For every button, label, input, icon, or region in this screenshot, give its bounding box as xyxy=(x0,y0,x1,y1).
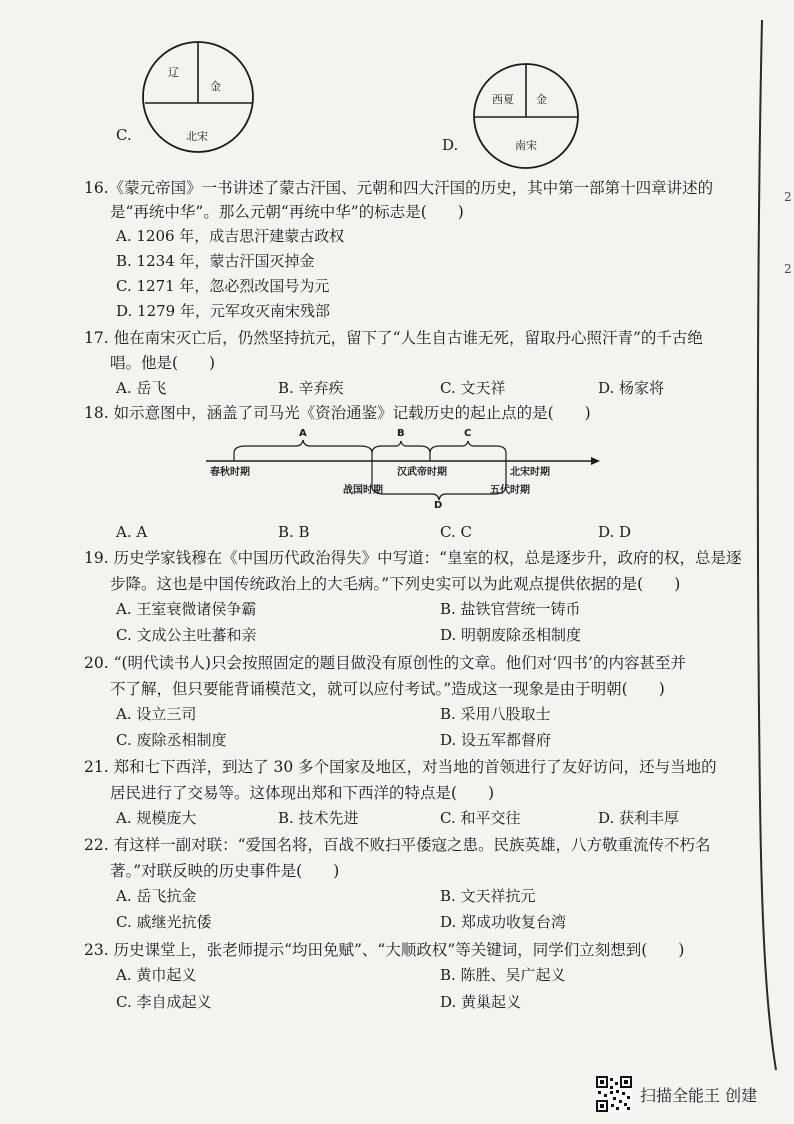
pie-d-top-right: 金 xyxy=(536,93,547,106)
question-22-line-1: 22. 有这样一副对联：“爱国名将，百战不败扫平倭寇之患。民族英雄，八方敬重流传不朽名 xyxy=(84,836,711,854)
q16-option-a[interactable]: A. 1206 年，成吉思汗建蒙古政权 xyxy=(116,227,345,245)
timeline-label-c: C xyxy=(464,428,472,439)
q23-option-b[interactable]: B. 陈胜、吴广起义 xyxy=(440,966,566,984)
question-22-line-2: 著。”对联反映的历史事件是( ) xyxy=(110,862,340,880)
q20-option-a[interactable]: A. 设立三司 xyxy=(116,705,197,723)
q16-option-c[interactable]: C. 1271 年，忽必烈改国号为元 xyxy=(116,277,330,295)
q18-option-c[interactable]: C. C xyxy=(440,523,472,541)
q21-option-b[interactable]: B. 技术先进 xyxy=(278,809,359,827)
timeline-period-hanwudi: 汉武帝时期 xyxy=(397,467,447,478)
pie-d-bottom: 南宋 xyxy=(515,139,537,152)
q22-option-d[interactable]: D. 郑成功收复台湾 xyxy=(440,913,567,931)
scanner-watermark-text: 扫描全能王 创建 xyxy=(640,1086,758,1105)
q22-option-a[interactable]: A. 岳飞抗金 xyxy=(116,887,197,905)
question-21-line-1: 21. 郑和七下西洋，到达了 30 多个国家及地区，对当地的首领进行了友好访问，还与当地的 xyxy=(84,758,717,776)
pie-d-top-left: 西夏 xyxy=(492,93,514,106)
q17-option-c[interactable]: C. 文天祥 xyxy=(440,379,506,397)
q22-option-c[interactable]: C. 戚继光抗倭 xyxy=(116,913,212,931)
q23-option-d[interactable]: D. 黄巢起义 xyxy=(440,993,522,1011)
question-19-line-2: 步降。这也是中国传统政治上的大毛病。”下列史实可以为此观点提供依据的是( ) xyxy=(110,575,681,593)
question-19-line-1: 19. 历史学家钱穆在《中国历代政治得失》中写道：“皇室的权，总是逐步升，政府的权，总是逐 xyxy=(84,549,742,567)
question-23-line-1: 23. 历史课堂上，张老师提示“均田免赋”、“大顺政权”等关键词，同学们立刻想到( ) xyxy=(84,941,685,959)
q19-option-b[interactable]: B. 盐铁官营统一铸币 xyxy=(440,600,581,618)
timeline-period-chunqiu: 春秋时期 xyxy=(210,467,250,478)
question-17-line-1: 17. 他在南宋灭亡后，仍然坚持抗元，留下了“人生自古谁无死，留取丹心照汗青”的千古绝 xyxy=(84,329,703,347)
q17-option-b[interactable]: B. 辛弃疾 xyxy=(278,379,344,397)
q21-option-d[interactable]: D. 获利丰厚 xyxy=(598,809,680,827)
q20-option-d[interactable]: D. 设五军都督府 xyxy=(440,731,552,749)
margin-mark-2: 2 xyxy=(784,262,792,276)
timeline-period-wudai: 五代时期 xyxy=(490,485,530,496)
pie-chart-d xyxy=(470,60,590,180)
q16-option-b[interactable]: B. 1234 年，蒙古汗国灭掉金 xyxy=(116,252,315,270)
q19-option-d[interactable]: D. 明朝废除丞相制度 xyxy=(440,626,582,644)
q18-option-d[interactable]: D. D xyxy=(598,523,632,541)
q23-option-a[interactable]: A. 黄巾起义 xyxy=(116,966,197,984)
q19-option-c[interactable]: C. 文成公主吐蕃和亲 xyxy=(116,626,257,644)
question-16-line-1: 16.《蒙元帝国》一书讲述了蒙古汗国、元朝和四大汗国的历史，其中第一部第十四章讲述的 xyxy=(84,179,714,197)
q21-option-c[interactable]: C. 和平交往 xyxy=(440,809,521,827)
q19-option-a[interactable]: A. 王室衰微诸侯争霸 xyxy=(116,600,257,618)
timeline-label-a: A xyxy=(299,428,307,439)
timeline-label-b: B xyxy=(397,428,405,439)
q17-option-a[interactable]: A. 岳飞 xyxy=(116,379,167,397)
timeline-period-zhanguo: 战国时期 xyxy=(343,485,383,496)
question-21-line-2: 居民进行了交易等。这体现出郑和下西洋的特点是( ) xyxy=(110,784,495,802)
q20-option-b[interactable]: B. 采用八股取士 xyxy=(440,705,551,723)
pie-c-bottom: 北宋 xyxy=(186,130,208,143)
question-18-line-1: 18. 如示意图中，涵盖了司马光《资治通鉴》记载历史的起止点的是( ) xyxy=(84,404,591,422)
pie-c-top-right: 金 xyxy=(210,80,221,93)
margin-mark-1: 2 xyxy=(784,190,792,204)
option-c-label: C. xyxy=(116,126,132,144)
binding-edge-line xyxy=(740,0,794,1124)
question-20-line-2: 不了解，但只要能背诵模范文，就可以应付考试。”造成这一现象是由于明朝( ) xyxy=(110,680,665,698)
q20-option-c[interactable]: C. 废除丞相制度 xyxy=(116,731,227,749)
question-16-line-2: 是“再统中华”。那么元朝“再统中华”的标志是( ) xyxy=(110,203,464,221)
q22-option-b[interactable]: B. 文天祥抗元 xyxy=(440,887,536,905)
qr-code-icon xyxy=(596,1076,632,1112)
timeline-period-beisong: 北宋时期 xyxy=(510,467,550,478)
q17-option-d[interactable]: D. 杨家将 xyxy=(598,379,665,397)
q18-option-a[interactable]: A. A xyxy=(116,523,148,541)
q16-option-d[interactable]: D. 1279 年，元军攻灭南宋残部 xyxy=(116,302,330,320)
question-17-line-2: 唱。他是( ) xyxy=(110,354,216,372)
q18-option-b[interactable]: B. B xyxy=(278,523,310,541)
q23-option-c[interactable]: C. 李自成起义 xyxy=(116,993,212,1011)
pie-c-top-left: 辽 xyxy=(168,66,179,79)
option-d-label: D. xyxy=(442,136,459,154)
q21-option-a[interactable]: A. 规模庞大 xyxy=(116,809,197,827)
timeline-label-d: D xyxy=(434,500,443,511)
question-20-line-1: 20. “(明代读书人)只会按照固定的题目做没有原创性的文章。他们对‘四书’的内容甚至并 xyxy=(84,654,686,672)
